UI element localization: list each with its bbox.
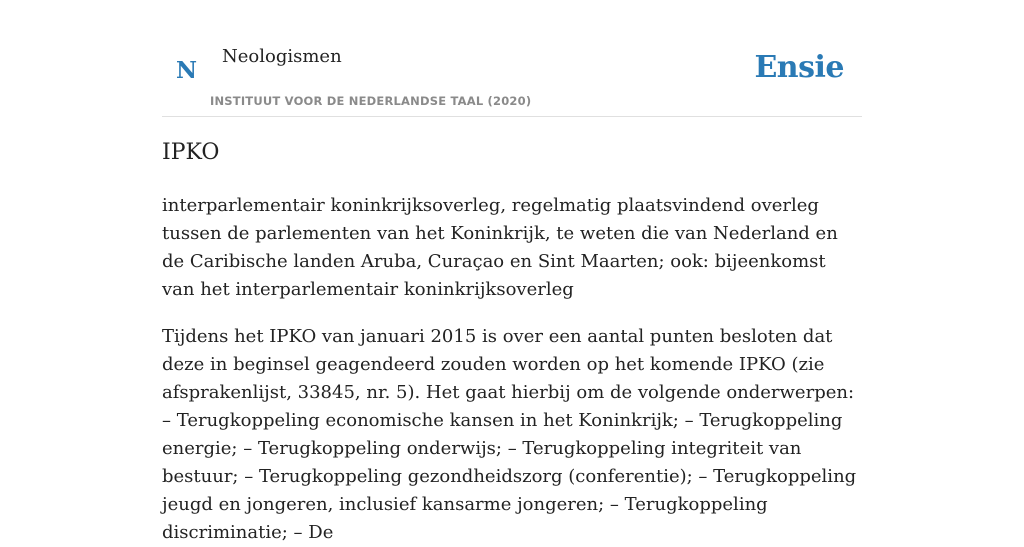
publisher-label: INSTITUUT VOOR DE NEDERLANDSE TAAL (2020) [210,94,532,108]
entry-definition: interparlementair koninkrijksoverleg, regelmatig plaatsvindend overleg tussen de parlementen van het Koninkrijk, te weten die van Nederland en de Caribische landen Aruba, Curaçao en Sint Maarten; ook: bijeenkomst van het interparlementair koninkrijksoverleg [162,195,838,300]
source-logo-icon[interactable]: N [176,57,198,84]
page [162,0,862,543]
source-title[interactable]: Neologismen [222,46,342,67]
source-header [162,0,862,117]
ensie-logo[interactable]: Ensie [754,50,844,85]
entry-example: Tijdens het IPKO van januari 2015 is over een aantal punten besloten dat deze in beginsel geagendeerd zouden worden op het komende IPKO (zie afsprakenlijst, 33845, nr. 5). Het gaat hierbij om de volgende onderwerpen: – Terugkoppeling economische kansen in het Koninkrijk; – Terugkoppeling energie; – Terugkoppeling onderwijs; – Terugkoppeling integriteit van bestuur; – Terugkoppeling gezondheidszorg (conferentie); – Terugkoppeling jeugd en jongeren, inclusief kansarme jongeren; – Terugkoppeling discriminatie; – De [162,326,857,543]
entry-term: IPKO [162,140,220,165]
